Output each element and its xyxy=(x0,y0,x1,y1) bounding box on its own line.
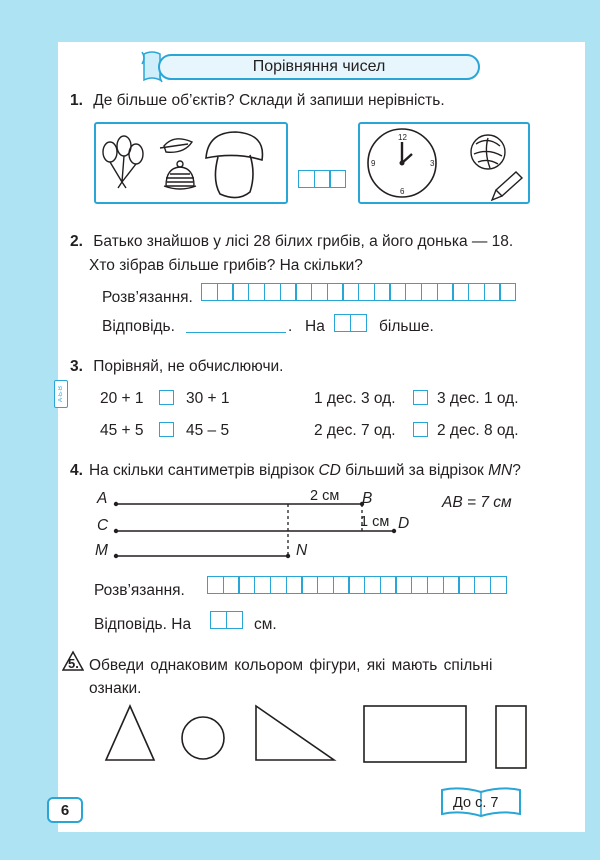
task4-segment-cd: CD xyxy=(318,462,341,479)
svg-text:12: 12 xyxy=(398,133,407,142)
svg-text:9: 9 xyxy=(371,159,376,168)
task1-text: Де більше об’єктів? Склади й запиши нерівність. xyxy=(93,92,445,109)
label-C: C xyxy=(97,517,109,534)
leaf-icon xyxy=(160,139,192,152)
right-triangle-shape xyxy=(256,706,334,760)
task2-answer-dot: . xyxy=(288,318,293,335)
task4-solution-cells[interactable] xyxy=(207,576,505,594)
page-number: 6 xyxy=(60,801,70,819)
worksheet-page xyxy=(58,42,585,832)
task3-line xyxy=(70,358,283,376)
task3-row2-c: 2 дес. 7 од. xyxy=(314,422,396,439)
label-N: N xyxy=(296,542,308,559)
task1-left-picture xyxy=(94,122,288,204)
task2-answer-cells[interactable] xyxy=(334,314,365,332)
task1-inequality-cells[interactable] xyxy=(298,170,345,188)
task4-line: 4. На скільки сантиметрів відрізок CD більший за відрізок MN? xyxy=(70,462,521,479)
task2-answer-label: Відповідь. xyxy=(102,318,175,335)
task3-row1-a: 20 + 1 xyxy=(100,390,144,407)
task2-answer-na: На xyxy=(305,318,325,335)
task2-line1 xyxy=(70,233,513,251)
task1-right-picture xyxy=(358,122,530,204)
task4-dim-1cm: 1 см xyxy=(360,514,390,530)
task2-text-line2: Хто зібрав більше грибів? На скільки? xyxy=(89,257,363,274)
task3-row1-b: 30 + 1 xyxy=(186,390,230,407)
task5-number: 5. xyxy=(68,656,79,671)
balloons-icon xyxy=(103,136,143,188)
label-M: M xyxy=(95,542,108,559)
clock-icon xyxy=(368,129,436,197)
task1-line xyxy=(70,92,445,110)
task3-row2-d: 2 дес. 8 од. xyxy=(437,422,519,439)
task3-row2-b: 45 – 5 xyxy=(186,422,230,439)
task5-shapes xyxy=(58,698,585,778)
book-reference[interactable] xyxy=(438,786,524,822)
task1-number: 1. xyxy=(70,92,83,109)
task5-text-line1: Обведи однаковим кольором фігури, які мають спільні xyxy=(89,657,493,674)
page-title: Порівняння чисел xyxy=(252,58,386,75)
title-banner xyxy=(158,54,480,80)
task2-answer-line[interactable] xyxy=(186,332,286,333)
pencil-icon xyxy=(492,172,522,200)
equilateral-triangle-shape xyxy=(106,706,154,760)
task3-row2-a: 45 + 5 xyxy=(100,422,144,439)
task4-answer-label: Відповідь. На xyxy=(94,616,192,633)
task3-number: 3. xyxy=(70,358,83,375)
task4-ab-given: AB = 7 см xyxy=(442,494,512,511)
task2-text-line1: Батько знайшов у лісі 28 білих грибів, а його донька — 18. xyxy=(93,233,514,250)
task4-answer-cells[interactable] xyxy=(210,611,241,629)
task4-answer-unit: см. xyxy=(254,616,277,633)
task3-row1-box2[interactable] xyxy=(413,390,428,405)
task2-solution-label: Розв’язання. xyxy=(102,289,193,306)
task3-row1-d: 3 дес. 1 од. xyxy=(437,390,519,407)
svg-text:6: 6 xyxy=(400,187,405,196)
task3-row2-box2[interactable] xyxy=(413,422,428,437)
circle-shape xyxy=(182,717,224,759)
task3-row1-box1[interactable] xyxy=(159,390,174,405)
task5-text-line2: ознаки. xyxy=(89,680,142,697)
task3-row2-box1[interactable] xyxy=(159,422,174,437)
task2-number: 2. xyxy=(70,233,83,250)
task3-row1-c: 1 дес. 3 од. xyxy=(314,390,396,407)
hat-icon xyxy=(164,161,196,189)
book-reference-label: До с. 7 xyxy=(453,795,499,811)
task4-number: 4. xyxy=(70,462,83,479)
label-B: B xyxy=(362,490,373,507)
label-D: D xyxy=(398,515,410,532)
task2-answer-more: більше. xyxy=(379,318,434,335)
task4-dim-2cm: 2 см xyxy=(310,488,340,504)
cabbage-icon xyxy=(471,135,505,169)
page-number-badge xyxy=(47,797,83,823)
label-A: A xyxy=(97,490,108,507)
mushroom-icon xyxy=(206,132,262,198)
rectangle-shape xyxy=(364,706,466,762)
task2-solution-cells[interactable] xyxy=(201,283,515,301)
task4-solution-label: Розв’язання. xyxy=(94,582,185,599)
task3-badge: А·Б·В xyxy=(54,380,68,408)
triangle-5-badge xyxy=(62,650,84,672)
svg-text:3: 3 xyxy=(430,159,435,168)
task3-text: Порівняй, не обчислюючи. xyxy=(93,358,284,375)
task4-segment-mn: MN xyxy=(488,462,513,479)
tall-rectangle-shape xyxy=(496,706,526,768)
